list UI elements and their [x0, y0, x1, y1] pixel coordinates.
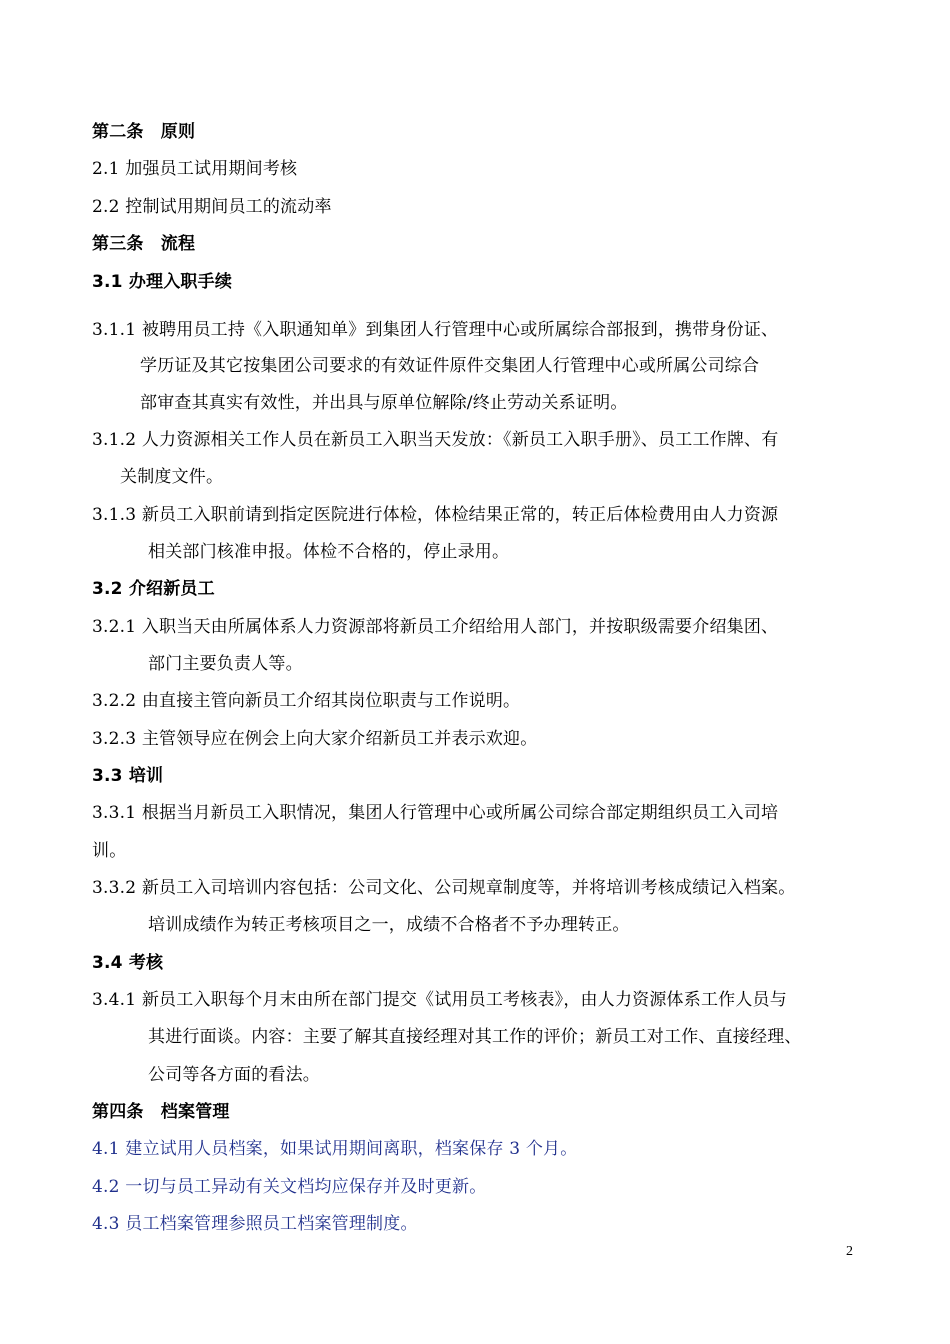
para-3-4-1-line-2: 其进行面谈。内容：主要了解其直接经理对其工作的评价；新员工对工作、直接经理、 — [148, 1027, 802, 1047]
article4-heading: 第四条 档案管理 — [92, 1102, 230, 1122]
article2-item-2: 2.2 控制试用期间员工的流动率 — [92, 197, 332, 217]
para-3-4-1-line-3: 公司等各方面的看法。 — [148, 1065, 320, 1085]
article2-item-1: 2.1 加强员工试用期间考核 — [92, 159, 298, 179]
section-3-1-heading: 3.1 办理入职手续 — [92, 272, 233, 292]
article4-item-1: 4.1 建立试用人员档案，如果试用期间离职，档案保存 3 个月。 — [92, 1139, 578, 1159]
article2-heading: 第二条 原则 — [92, 122, 196, 142]
article4-item-2: 4.2 一切与员工异动有关文档均应保存并及时更新。 — [92, 1177, 487, 1197]
page-number: 2 — [846, 1244, 853, 1259]
para-3-3-2-line-2: 培训成绩作为转正考核项目之一，成绩不合格者不予办理转正。 — [148, 915, 630, 935]
para-3-1-2-line-2: 关制度文件。 — [120, 467, 224, 487]
article3-heading: 第三条 流程 — [92, 234, 196, 254]
para-3-3-1-line-2: 训。 — [92, 841, 127, 861]
para-3-1-1-line-1: 3.1.1 被聘用员工持《入职通知单》到集团人行管理中心或所属综合部报到，携带身份证、 — [92, 320, 779, 340]
article4-item-3: 4.3 员工档案管理参照员工档案管理制度。 — [92, 1214, 418, 1234]
para-3-1-3-line-2: 相关部门核准申报。体检不合格的，停止录用。 — [148, 542, 510, 562]
para-3-1-1-line-2: 学历证及其它按集团公司要求的有效证件原件交集团人行管理中心或所属公司综合 — [140, 356, 760, 376]
para-3-1-2-line-1: 3.1.2 人力资源相关工作人员在新员工入职当天发放：《新员工入职手册》、员工工作牌、有 — [92, 430, 779, 450]
para-3-1-1-line-3: 部审查其真实有效性，并出具与原单位解除/终止劳动关系证明。 — [140, 393, 628, 413]
para-3-2-2: 3.2.2 由直接主管向新员工介绍其岗位职责与工作说明。 — [92, 691, 521, 711]
para-3-3-1-line-1: 3.3.1 根据当月新员工入职情况，集团人行管理中心或所属公司综合部定期组织员工入司培 — [92, 803, 779, 823]
para-3-2-3: 3.2.3 主管领导应在例会上向大家介绍新员工并表示欢迎。 — [92, 729, 538, 749]
section-3-4-heading: 3.4 考核 — [92, 953, 164, 973]
para-3-2-1-line-2: 部门主要负责人等。 — [148, 654, 303, 674]
section-3-3-heading: 3.3 培训 — [92, 766, 164, 786]
para-3-2-1-line-1: 3.2.1 入职当天由所属体系人力资源部将新员工介绍给用人部门，并按职级需要介绍集团、 — [92, 617, 779, 637]
para-3-3-2-line-1: 3.3.2 新员工入司培训内容包括：公司文化、公司规章制度等，并将培训考核成绩记入档案。 — [92, 878, 796, 898]
para-3-1-3-line-1: 3.1.3 新员工入职前请到指定医院进行体检，体检结果正常的，转正后体检费用由人力资源 — [92, 505, 779, 525]
section-3-2-heading: 3.2 介绍新员工 — [92, 579, 215, 599]
para-3-4-1-line-1: 3.4.1 新员工入职每个月末由所在部门提交《试用员工考核表》，由人力资源体系工作人员与 — [92, 990, 787, 1010]
